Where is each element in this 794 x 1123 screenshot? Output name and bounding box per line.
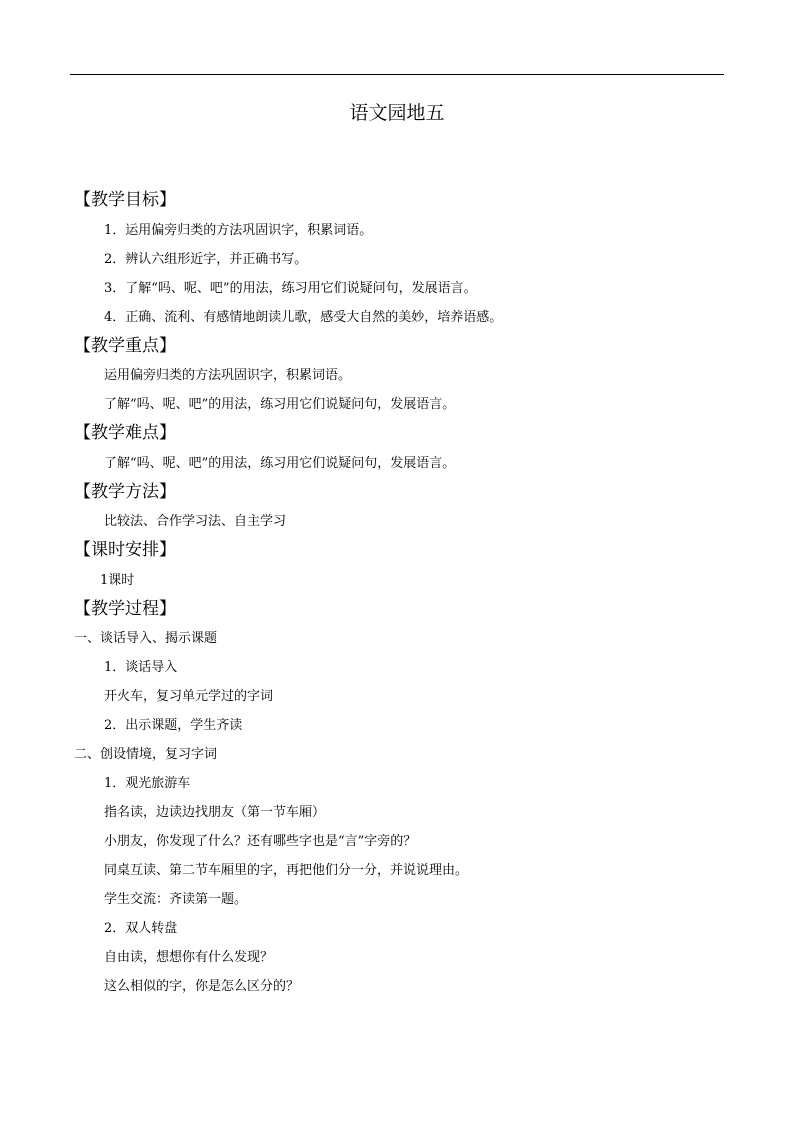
header-rule (70, 74, 724, 75)
key-point-item: 运用偏旁归类的方法巩固识字，积累词语。 (104, 368, 352, 383)
goal-item: 4．正确、流利、有感情地朗读儿歌，感受大自然的美妙，培养语感。 (104, 309, 503, 325)
process-line: 学生交流：齐读第一题。 (104, 892, 248, 907)
process-line: 自由读，想想你有什么发现？ (104, 950, 274, 965)
process-line: 1．谈话导入 (104, 660, 178, 675)
section-heading-key-points: 【教学重点】 (74, 335, 176, 356)
section-heading-methods: 【教学方法】 (74, 481, 176, 502)
page-title: 语文园地五 (349, 102, 445, 124)
schedule-item: 1课时 (100, 572, 135, 588)
document-body (74, 186, 724, 1001)
goal-item: 2．辨认六组形近字，并正确书写。 (104, 251, 308, 267)
process-line: 小朋友，你发现了什么？还有哪些字也是“言”字旁的？ (104, 834, 417, 849)
method-item: 比较法、合作学习法、自主学习 (104, 514, 287, 529)
process-line: 同桌互读、第二节车厢里的字，再把他们分一分，并说说理由。 (104, 863, 469, 878)
goal-item: 3．了解“吗、呢、吧”的用法，练习用它们说疑问句，发展语言。 (104, 280, 477, 296)
section-heading-goals: 【教学目标】 (74, 190, 176, 210)
process-part-title: 二、创设情境，复习字词 (74, 747, 218, 762)
process-line: 开火车，复习单元学过的字词 (104, 689, 274, 704)
section-heading-schedule: 【课时安排】 (74, 540, 176, 560)
process-line: 这么相似的字，你是怎么区分的？ (104, 979, 300, 994)
goal-item: 1．运用偏旁归类的方法巩固识字，积累词语。 (104, 222, 373, 238)
process-part-title: 一、谈话导入、揭示课题 (74, 631, 218, 646)
process-line: 1．观光旅游车 (104, 776, 191, 791)
section-heading-process: 【教学过程】 (74, 598, 176, 619)
process-line: 2．双人转盘 (104, 921, 178, 936)
section-heading-difficulties: 【教学难点】 (74, 423, 176, 443)
process-line: 指名读，边读边找朋友（第一节车厢） (104, 805, 326, 820)
process-line: 2．出示课题，学生齐读 (104, 718, 243, 733)
difficulty-item: 了解“吗、呢、吧”的用法，练习用它们说疑问句，发展语言。 (104, 455, 456, 471)
key-point-item: 了解“吗、呢、吧”的用法，练习用它们说疑问句，发展语言。 (104, 397, 456, 412)
